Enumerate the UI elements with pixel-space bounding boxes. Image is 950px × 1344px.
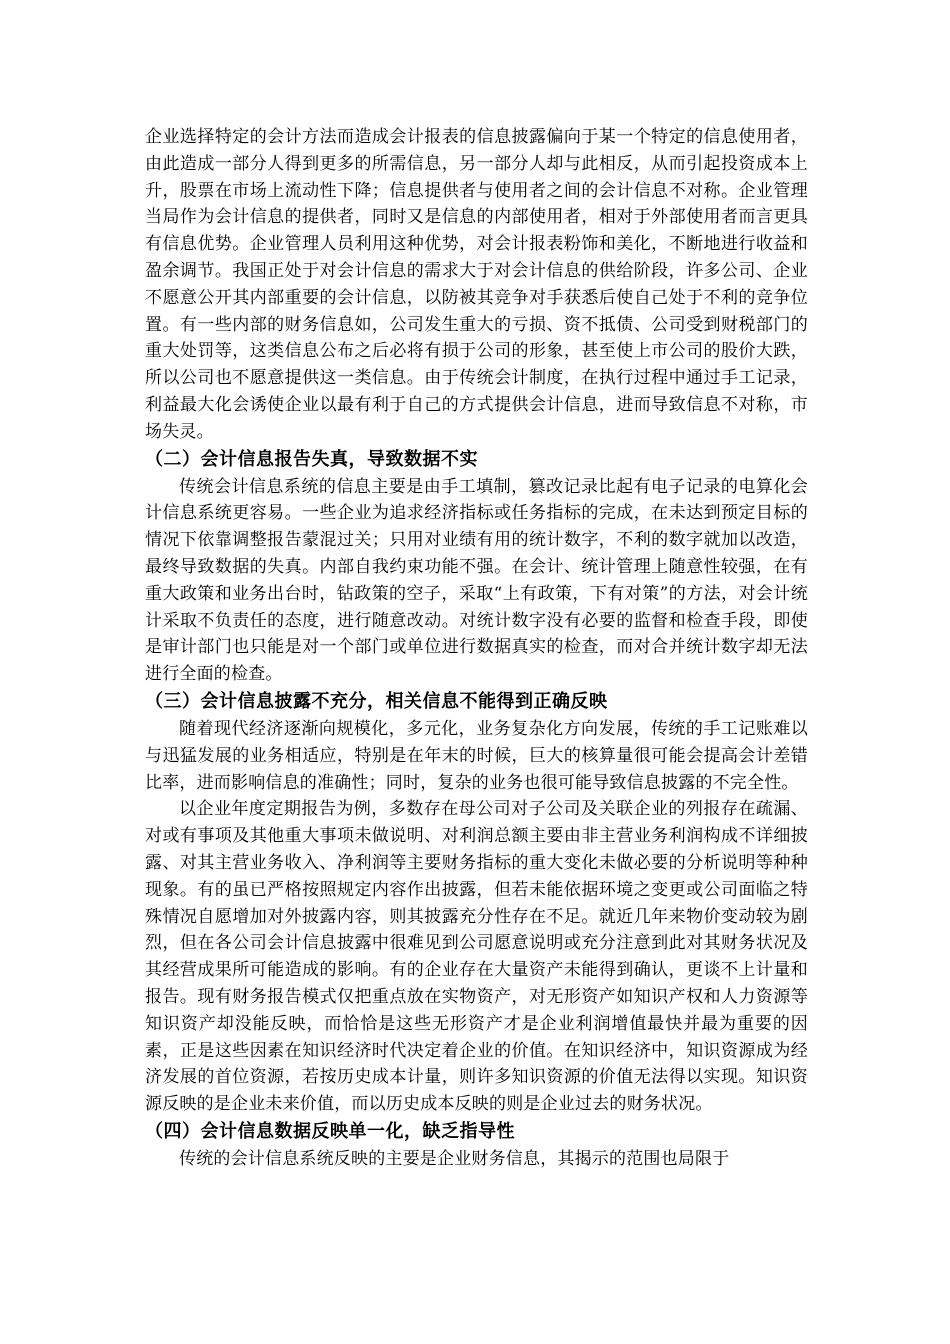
paragraph-4: 以企业年度定期报告为例，多数存在母公司对子公司及关联企业的列报存在疏漏、对或有事项及其他重大事项未做说明、对利润总额主要由非主营业务利润构成不详细披露、对其主营业务收入、净利润等主要财务指标的重大变化未做必要的分析说明等种种现象。有的虽已严格按照规定内容作出披露，但若未能依据环境之变更或公司面临之特殊情况自愿增加对外披露内容，则其披露充分性存在不足。就近几年来物价变动较为剧烈，但在各公司会计信息披露中很难见到公司愿意说明或充分注意到此对其财务状况及其经营成果所可能造成的影响。有的企业存在大量资产未能得到确认，更谈不上计量和报告。现有财务报告模式仅把重点放在实物资产，对无形资产如知识产权和人力资源等知识资产却没能反映，而恰恰是这些无形资产才是企业利润增值最快并最为重要的因素，正是这些因素在知识经济时代决定着企业的价值。在知识经济中，知识资源成为经济发展的首位资源，若按历史成本计量，则许多知识资源的价值无法得以实现。知识资源反映的是企业未来价值，而以历史成本反映的则是企业过去的财务状况。: [145, 799, 808, 1115]
section-heading-2: （二）会计信息报告失真，导致数据不实: [145, 448, 478, 470]
section-heading-4: （四）会计信息数据反映单一化，缺乏指导性: [145, 1120, 515, 1142]
section-heading-3: （三）会计信息披露不充分，相关信息不能得到正确反映: [145, 690, 608, 712]
paragraph-3: 随着现代经济逐渐向规模化，多元化，业务复杂化方向发展，传统的手工记账难以与迅猛发展的业务相适应，特别是在年末的时候，巨大的核算量很可能会提高会计差错比率，进而影响信息的准确性；同时，复杂的业务也很可能导致信息披露的不完全性。: [145, 718, 808, 793]
paragraph-1: 企业选择特定的会计方法而造成会计报表的信息披露偏向于某一个特定的信息使用者，由此造成一部分人得到更多的所需信息，另一部分人却与此相反，从而引起投资成本上升，股票在市场上流动性下降；信息提供者与使用者之间的会计信息不对称。企业管理当局作为会计信息的提供者，同时又是信息的内部使用者，相对于外部使用者而言更具有信息优势。企业管理人员利用这种优势，对会计报表粉饰和美化，不断地进行收益和盈余调节。我国正处于对会计信息的需求大于对会计信息的供给阶段，许多公司、企业不愿意公开其内部重要的会计信息，以防被其竞争对手获悉后使自己处于不利的竞争位置。有一些内部的财务信息如，公司发生重大的亏损、资不抵债、公司受到财税部门的重大处罚等，这类信息公布之后必将有损于公司的形象，甚至使上市公司的股价大跌，所以公司也不愿意提供这一类信息。由于传统会计制度，在执行过程中通过手工记录，利益最大化会诱使企业以最有利于自己的方式提供会计信息，进而导致信息不对称，市场失灵。: [145, 127, 808, 442]
paragraph-5: 传统的会计信息系统反映的主要是企业财务信息，其揭示的范围也局限于: [179, 1148, 730, 1169]
paragraph-2: 传统会计信息系统的信息主要是由手工填制，篡改记录比起有电子记录的电算化会计信息系统更容易。一些企业为追求经济指标或任务指标的完成，在未达到预定目标的情况下依靠调整报告蒙混过关；只用对业绩有用的统计数字，不利的数字就加以改造，最终导致数据的失真。内部自我约束功能不强。在会计、统计管理上随意性较强，在有重大政策和业务出台时，钻政策的空子，采取“上有政策，下有对策”的方法，对会计统计采取不负责任的态度，进行随意改动。对统计数字没有必要的监督和检查手段，即使是审计部门也只能是对一个部门或单位进行数据真实的检查，而对合并统计数字却无法进行全面的检查。: [145, 476, 808, 685]
document-page: [145, 124, 808, 1173]
